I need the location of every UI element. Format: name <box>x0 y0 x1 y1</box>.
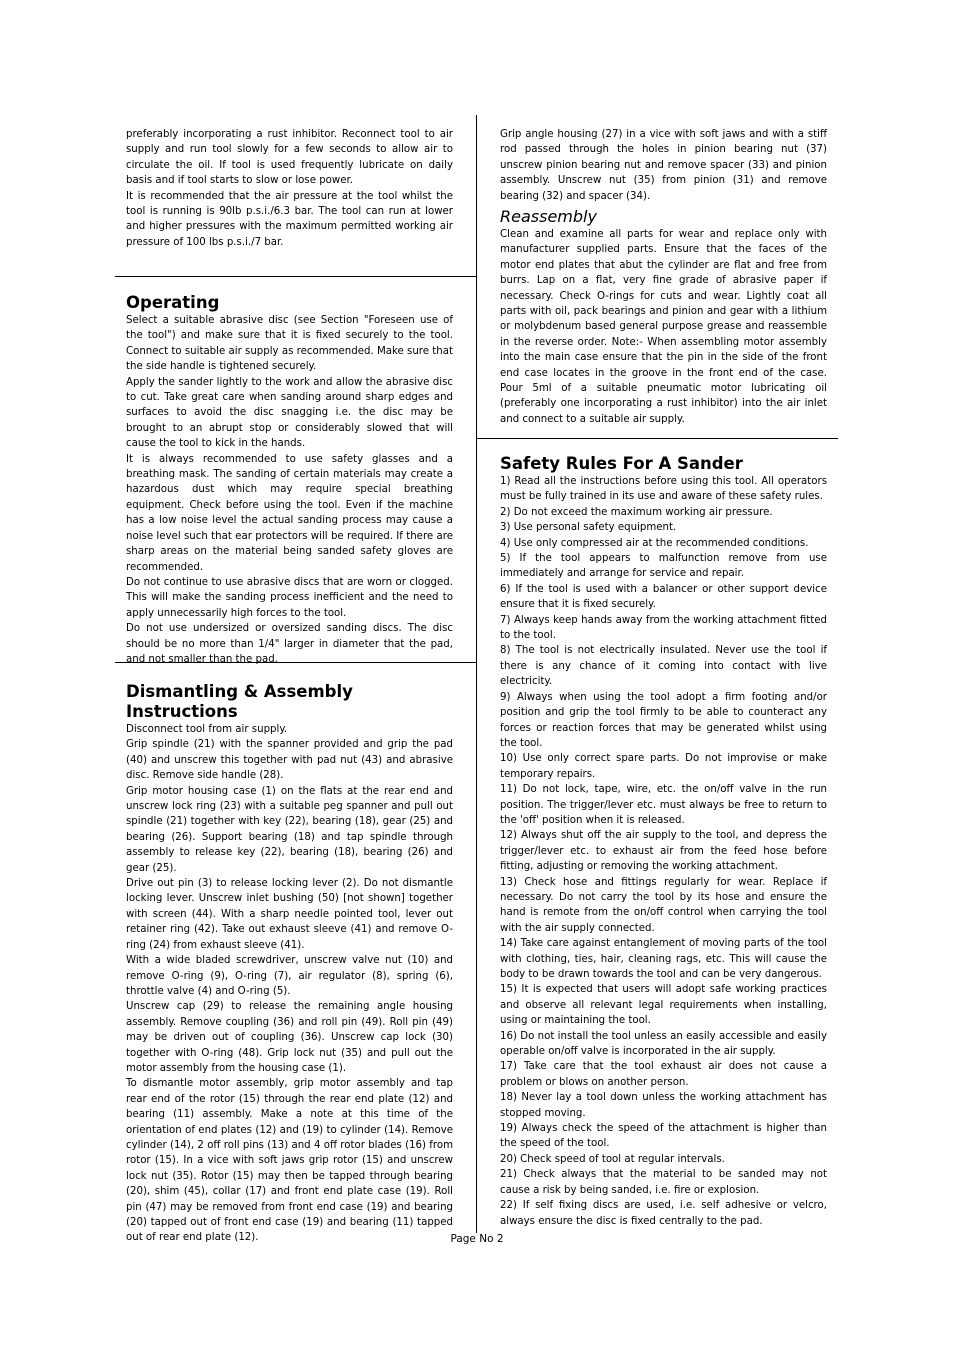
dismantling-paragraph: Disconnect tool from air supply. <box>126 724 288 735</box>
dismantling-section <box>126 682 453 1246</box>
safety-rule: 7) Always keep hands away from the working attachment fitted to the tool. <box>500 614 827 642</box>
dismantling-paragraph: With a wide bladed screwdriver, unscrew valve nut (10) and remove O-ring (9), O-ring (7), air regulator (8), spring (6), throttle valve (4) and O-ring (5). <box>126 955 453 997</box>
safety-rule: 18) Never lay a tool down unless the working attachment has stopped moving. <box>500 1092 827 1119</box>
safety-rule: 14) Take care against entanglement of moving parts of the tool with clothing, ties, hair, cleaning rags, etc. This will cause the body to be drawn towards the tool and can be very dangerous. <box>500 938 827 980</box>
operating-paragraph: Do not use undersized or oversized sanding discs. The disc should be no more than 1/4" larger in diameter that the pad, and not smaller than the pad. <box>126 623 453 665</box>
safety-rule: 21) Check always that the material to be sanded may not cause a risk by being sanded, i.e. fire or explosion. <box>500 1169 827 1196</box>
safety-rule: 9) Always when using the tool adopt a firm footing and/or position and grip the tool firmly to be able to counteract any forces or reaction forces that may be generated whilst using the tool. <box>500 691 827 749</box>
dismantling-heading: Dismantling & Assembly Instructions <box>126 682 353 721</box>
safety-rule: 3) Use personal safety equipment. <box>500 522 677 534</box>
safety-rule: 11) Do not lock, tape, wire, etc. the on/off valve in the run position. The trigger/lever etc. must always be free to return to the 'off' position when it is released. <box>500 784 827 826</box>
intro-paragraph: preferably incorporating a rust inhibitor. Reconnect tool to air supply and run tool slowly for a few seconds to allow air to circulate the oil. If tool is used frequently lubricate on daily basis and if tool starts to slow or lose power. <box>126 129 453 187</box>
dismantling-paragraph: To dismantle motor assembly, grip motor assembly and tap rear end of the rotor (15) through the rear end plate (12) and bearing (11) assembly. Make a note at this time of the orientation of end plates (12) and (19) to cylinder (14). Remove cylinder (14), 2 off roll pins (13) and 4 off rotor blades (16) from rotor (15). In a vice with soft jaws grip rotor (15) and unscrew lock nut (35). Rotor (15) may then be tapped through bearing (20), shim (45), collar (17) and front end plate case (19). Roll pin (47) may be removed from front end case (19) and bearing (20) tapped out of front end case (19) and bearing (11) tapped out of rear end plate (12). <box>126 1078 453 1244</box>
dismantling-paragraph: Grip motor housing case (1) on the flats at the rear end and unscrew lock ring (23) with a suitable peg spanner and pull out spindle (21) together with key (22), bearing (18), gear (25) and bearing (26). Support bearing (18) and tap spindle through assembly to release key (22), bearing (18), bearing (26) and gear (25). <box>126 785 453 874</box>
reassembly-paragraph: Clean and examine all parts for wear and replace only with manufacturer supplied parts. Ensure that the faces of the motor end plates that abut the cylinder are flat and free from burrs. Lap on a flat, very fine grade of abrasive paper if necessary. Check O-rings for cuts and wear. Lightly coat all parts with oil, pack bearings and pinion and gear with a lithium or molybdenum based general purpose grease and reassemble in the reverse order. Note:- When assembling motor assembly into the main case ensure that the pin in the side of the front end case locates in the groove in the front end of the case. Pour 5ml of a suitable pneumatic motor lubricating oil (preferably one incorporating a rust inhibitor) into the air inlet and connect to a suitable air supply. <box>500 229 827 425</box>
page-number: Page No 2 <box>450 1233 504 1245</box>
reassembly-heading: Reassembly <box>500 207 597 226</box>
safety-rule: 2) Do not exceed the maximum working air pressure. <box>500 506 773 518</box>
safety-rule: 19) Always check the speed of the attachment is higher than the speed of the tool. <box>500 1123 827 1150</box>
section-divider-left-1 <box>115 276 476 277</box>
safety-rule: 13) Check hose and fittings regularly for wear. Replace if necessary. Do not carry the tool by its hose and ensure the hand is remote from the on/off control when carrying the tool with the air supply connected. <box>500 876 827 934</box>
operating-section <box>126 293 453 667</box>
reassembly-section <box>500 207 827 427</box>
left-column <box>126 127 453 1244</box>
section-divider-right-1 <box>477 438 838 439</box>
safety-rule: 4) Use only compressed air at the recommended conditions. <box>500 537 809 549</box>
operating-paragraph: Apply the sander lightly to the work and allow the abrasive disc to cut. Take great care when sanding around sharp edges and surfaces to avoid the disc snagging i.e. the disc may be brought to an abrupt stop or considerably slowed that will cause the tool to kick in the hands. <box>126 376 453 450</box>
safety-rule: 1) Read all the instructions before using this tool. All operators must be fully trained in its use and aware of these safety rules. <box>500 476 827 503</box>
intro-section <box>126 127 453 250</box>
safety-rule: 17) Take care that the tool exhaust air does not cause a problem or blows on another person. <box>500 1061 827 1088</box>
intro-paragraph: It is recommended that the air pressure at the tool whilst the tool is running is 90lb p.s.i./6.3 bar. The tool can run at lower and higher pressures with the maximum permitted working air pressure of 100 lbs p.s.i./7 bar. <box>126 190 453 248</box>
right-intro-paragraph: Grip angle housing (27) in a vice with soft jaws and with a stiff rod passed through the holes in pinion bearing nut (37) unscrew pinion bearing nut and remove spacer (33) and pinion assembly. Unscrew nut (35) from pinion (31) and remove bearing (32) and spacer (34). <box>500 129 827 202</box>
safety-rule: 22) If self fixing discs are used, i.e. self adhesive or velcro, always ensure the disc is fixed centrally to the pad. <box>500 1200 827 1227</box>
dismantling-paragraph: Unscrew cap (29) to release the remaining angle housing assembly. Remove coupling (36) and roll pin (49). Roll pin (49) may be driven out of coupling (36). Unscrew cap lock (30) together with O-ring (48). Grip lock nut (35) and pull out the motor assembly from the housing case (1). <box>126 1001 453 1074</box>
right-column <box>500 127 827 1227</box>
safety-rule: 15) It is expected that users will adopt safe working practices and observe all relevant legal requirements when installing, using or maintaining the tool. <box>500 984 827 1027</box>
operating-paragraph: Do not continue to use abrasive discs that are worn or clogged. This will make the sanding process inefficient and the need to apply unnecessarily high forces to the tool. <box>126 576 453 619</box>
operating-heading: Operating <box>126 293 220 312</box>
dismantling-paragraph: Grip spindle (21) with the spanner provided and grip the pad (40) and unscrew this together with pad nut (43) and abrasive disc. Remove side handle (28). <box>126 739 453 782</box>
safety-rule: 12) Always shut off the air supply to the tool, and depress the trigger/lever etc. to exhaust air from the feed hose before fitting, adjusting or removing the working attachment. <box>500 830 827 873</box>
safety-rule: 8) The tool is not electrically insulated. Never use the tool if there is any chance of it coming into contact with live electricity. <box>500 645 827 688</box>
safety-rule: 6) If the tool is used with a balancer or other support device ensure that it is fixed securely. <box>500 583 827 611</box>
operating-paragraph: It is always recommended to use safety glasses and a breathing mask. The sanding of certain materials may create a hazardous dust which may require special breathing equipment. Check before using the tool. Even if the machine has a low noise level the actual sanding process may cause a noise level such that ear protectors will be required. If there are sharp areas on the material being sanded safety gloves are recommended. <box>126 453 453 573</box>
dismantling-paragraph: Drive out pin (3) to release locking lever (2). Do not dismantle locking lever. Unscrew inlet bushing (50) [not shown] together with screen (44). With a sharp needle pointed tool, lever out retainer ring (42). Take out exhaust sleeve (41) and remove O-ring (24) from exhaust sleeve (41). <box>126 878 453 951</box>
right-intro-section <box>500 127 827 204</box>
safety-rule: 16) Do not install the tool unless an easily accessible and easily operable on/off valve is incorporated in the air supply. <box>500 1030 827 1058</box>
safety-rule: 10) Use only correct spare parts. Do not improvise or make temporary repairs. <box>500 753 827 780</box>
safety-rules-heading: Safety Rules For A Sander <box>500 454 743 473</box>
safety-rule: 20) Check speed of tool at regular intervals. <box>500 1153 725 1165</box>
operating-paragraph: Select a suitable abrasive disc (see Section "Foreseen use of the tool") and make sure that it is fixed securely to the tool. Connect to suitable air supply as recommended. Make sure that the side handle is tightened securely. <box>126 315 453 373</box>
safety-rule: 5) If the tool appears to malfunction remove from use immediately and arrange for service and repair. <box>500 553 827 580</box>
safety-rules-section <box>500 454 827 1229</box>
column-divider <box>476 115 477 1233</box>
